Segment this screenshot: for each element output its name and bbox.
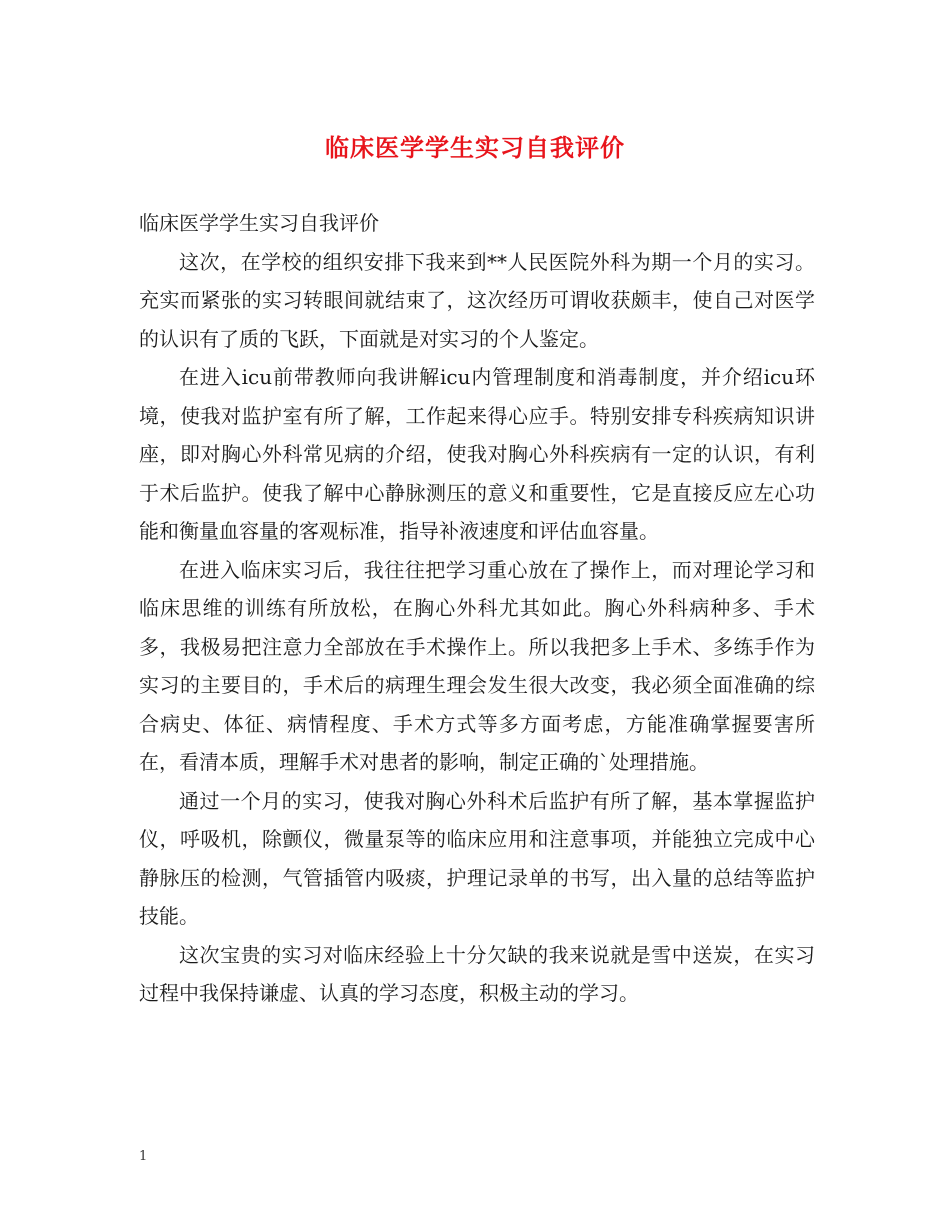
document-subtitle: 临床医学学生实习自我评价 xyxy=(139,211,379,235)
paragraph-monitoring-skills: 通过一个月的实习，使我对胸心外科术后监护有所了解，基本掌握监护仪，呼吸机，除颤仪，微量泵等的临床应用和注意事项，并能独立完成中心静脉压的检测，气管插管内吸痰，护理记录单的书写，出入量的总结等监护技能。 xyxy=(139,788,815,928)
paragraph-clinical-practice: 在进入临床实习后，我往往把学习重心放在了操作上，而对理论学习和临床思维的训练有所放松，在胸心外科尤其如此。胸心外科病种多、手术多，我极易把注意力全部放在手术操作上。所以我把多上手术、多练手作为实习的主要目的，手术后的病理生理会发生很大改变，我必须全面准确的综合病史、体征、病情程度、手术方式等多方面考虑，方能准确掌握要害所在，看清本质，理解手术对患者的影响，制定正确的`处理措施。 xyxy=(139,557,815,774)
document-title: 临床医学学生实习自我评价 xyxy=(325,133,625,162)
page-number: 1 xyxy=(139,1149,148,1164)
paragraph-intro: 这次，在学校的组织安排下我来到**人民医院外科为期一个月的实习。充实而紧张的实习转眼间就结束了，这次经历可谓收获颇丰，使自己对医学的认识有了质的飞跃，下面就是对实习的个人鉴定。 xyxy=(139,249,815,351)
paragraph-conclusion: 这次宝贵的实习对临床经验上十分欠缺的我来说就是雪中送炭，在实习过程中我保持谦虚、认真的学习态度，积极主动的学习。 xyxy=(139,942,815,1005)
paragraph-icu: 在进入icu前带教师向我讲解icu内管理制度和消毒制度，并介绍icu环境，使我对监护室有所了解，工作起来得心应手。特别安排专科疾病知识讲座，即对胸心外科常见病的介绍，使我对胸心外科疾病有一定的认识，有利于术后监护。使我了解中心静脉测压的意义和重要性，它是直接反应左心功能和衡量血容量的客观标准，指导补液速度和评估血容量。 xyxy=(139,365,815,543)
document-body xyxy=(139,204,815,1013)
